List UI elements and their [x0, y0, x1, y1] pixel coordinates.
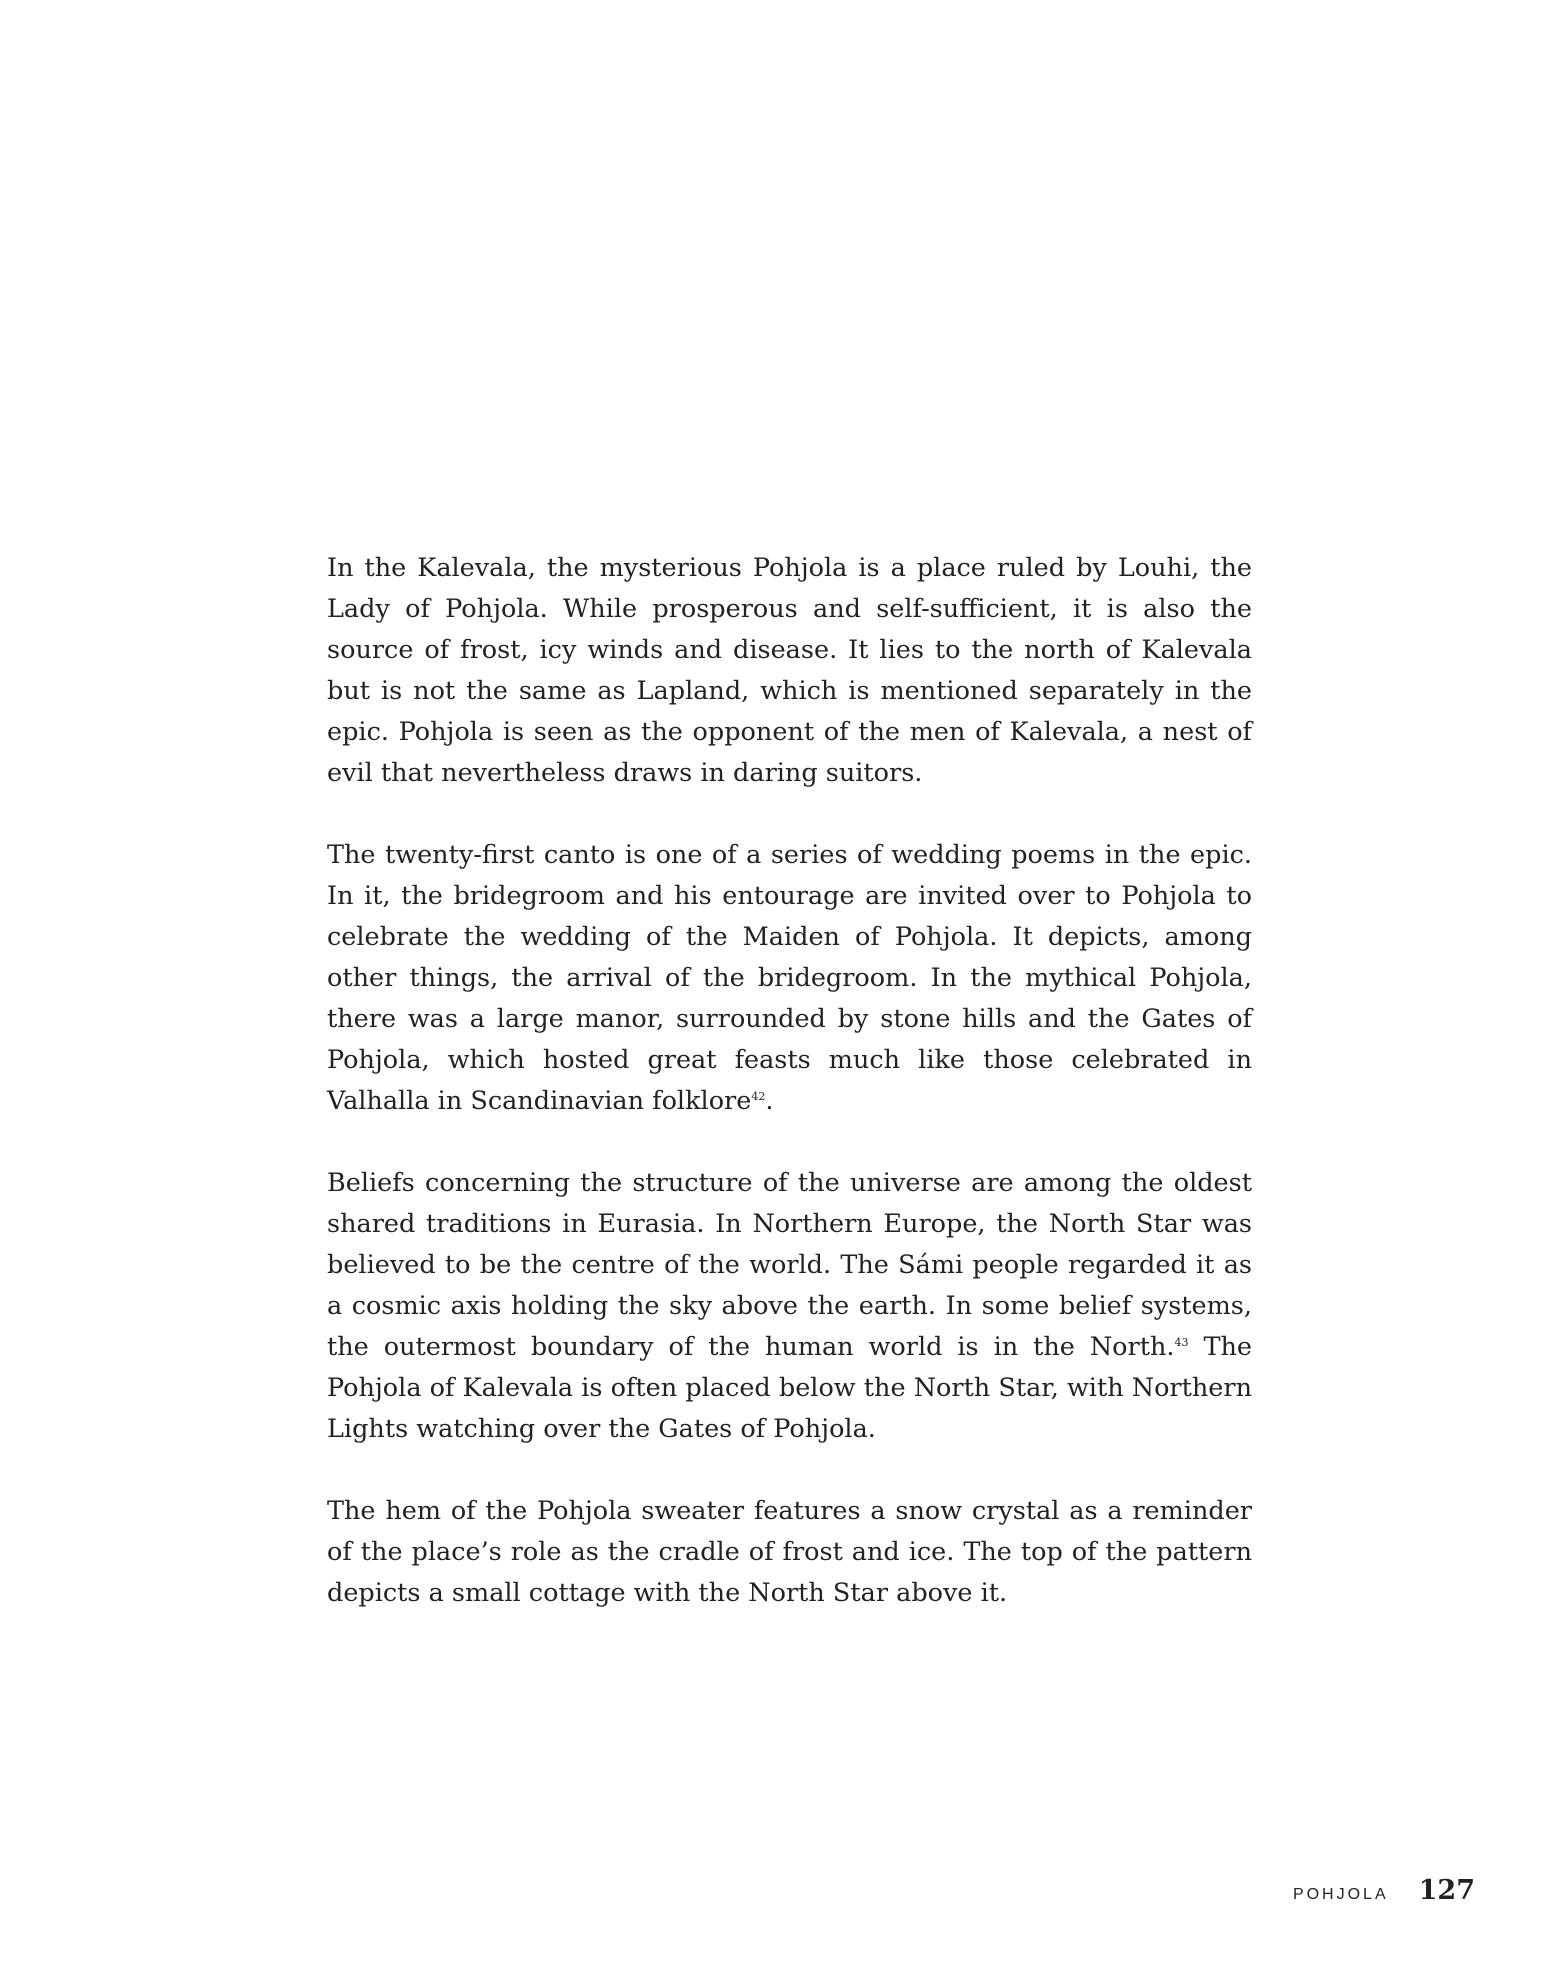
paragraph-3-rest: The Pohjola of Kalevala is often placed below the North Star, with Northern Lights watching over the Gates of Pohjola. — [327, 1332, 1252, 1444]
footnote-ref-42: 42 — [751, 1090, 766, 1103]
page-footer — [1293, 1875, 1475, 1906]
paragraph-4-text: The hem of the Pohjola sweater features a snow crystal as a reminder of the place’s role as the cradle of frost and ice. The top of the pattern depicts a small cottage with the North Star above it. — [327, 1496, 1252, 1608]
paragraph-2-end: . — [765, 1086, 774, 1116]
page-number: 127 — [1418, 1875, 1475, 1906]
paragraph-1-text: In the Kalevala, the mysterious Pohjola is a place ruled by Louhi, the Lady of Pohjola. While prosperous and self-sufficient, it is also the source of frost, icy winds and disease. It lies to the north of Kalevala but is not the same as Lapland, which is mentioned separately in the epic. Pohjola is seen as the opponent of the men of Kalevala, a nest of evil that nevertheless draws in daring suitors. — [327, 553, 1252, 788]
running-head: POHJOLA — [1292, 1886, 1389, 1903]
paragraph-1 — [327, 548, 1252, 794]
body-text — [327, 548, 1252, 1614]
paragraph-2-text: The twenty-first canto is one of a series of wedding poems in the epic. In it, the bridegroom and his entourage are invited over to Pohjola to celebrate the wedding of the Maiden of Pohjola. It depicts, among other things, the arrival of the bridegroom. In the mythical Pohjola, there was a large manor, surrounded by stone hills and the Gates of Pohjola, which hosted great feasts much like those celebrated in Valhalla in Scandinavian folklore — [327, 840, 1252, 1116]
paragraph-4 — [327, 1491, 1252, 1614]
footnote-ref-43: 43 — [1174, 1336, 1189, 1349]
paragraph-2 — [327, 835, 1252, 1122]
paragraph-3-text: Beliefs concerning the structure of the universe are among the oldest shared traditions in Eurasia. In Northern Europe, the North Star was believed to be the centre of the world. The Sámi people regarded it as a cosmic axis holding the sky above the earth. In some belief systems, the outermost boundary of the human world is in the North. — [327, 1168, 1252, 1362]
paragraph-3 — [327, 1163, 1252, 1450]
